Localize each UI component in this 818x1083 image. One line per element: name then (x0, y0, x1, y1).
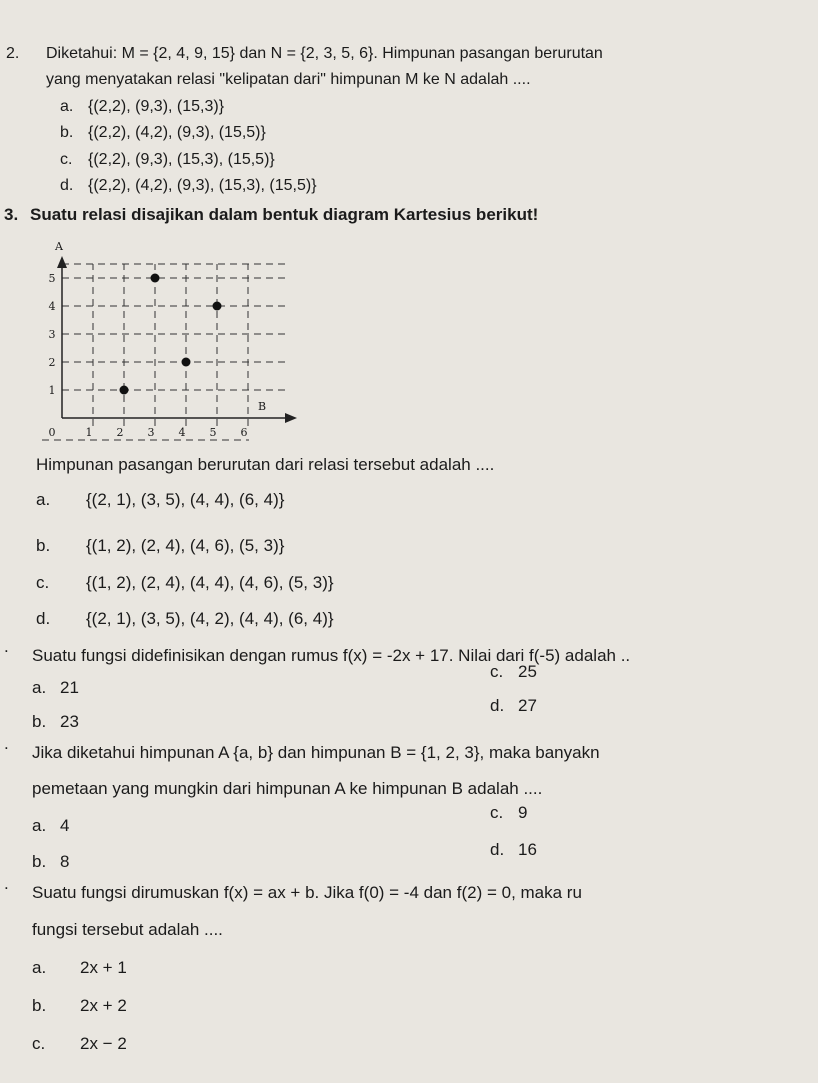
q4-option-a: a. 21 (32, 678, 79, 697)
q2-option-b: b. {(2,2), (4,2), (9,3), (15,5)} (60, 124, 266, 141)
y-axis-arrow (57, 256, 67, 268)
q6-option-a: a. 2x + 1 (32, 958, 127, 977)
y-axis-label: A (55, 240, 63, 253)
q4-option-b: b. 23 (32, 712, 79, 731)
q5-text-line2: pemetaan yang mungkin dari himpunan A ke himpunan B adalah .... (32, 779, 543, 798)
q3-option-c: c. {(1, 2), (2, 4), (4, 4), (4, 6), (5, 3)} (36, 573, 334, 592)
q6-option-b: b. 2x + 2 (32, 996, 127, 1015)
q4-option-d: d. 27 (490, 696, 537, 715)
y-tick-label-2: 2 (48, 356, 56, 369)
q6-text-line1: Suatu fungsi dirumuskan f(x) = ax + b. Jika f(0) = -4 dan f(2) = 0, maka ru (32, 883, 582, 902)
x-axis-arrow (285, 413, 297, 423)
q2-text-line1: Diketahui: M = {2, 4, 9, 15} dan N = {2, 3, 5, 6}. Himpunan pasangan berurutan (46, 45, 603, 62)
x-axis-label: B (257, 400, 267, 413)
data-point-3-5 (151, 274, 160, 283)
q6-bullet: . (4, 874, 9, 893)
q3-text: Suatu relasi disajikan dalam bentuk diagram Kartesius berikut! (30, 205, 539, 224)
q3-option-d: d. {(2, 1), (3, 5), (4, 2), (4, 4), (6, 4)} (36, 609, 334, 628)
x-tick-label-3: 3 (147, 426, 155, 439)
q4-text: Suatu fungsi didefinisikan dengan rumus f(x) = -2x + 17. Nilai dari f(-5) adalah .. (32, 646, 631, 665)
q2-option-a: a. {(2,2), (9,3), (15,3)} (60, 98, 225, 115)
q5-option-b: b. 8 (32, 852, 70, 871)
q5-option-a: a. 4 (32, 816, 70, 835)
y-tick-label-3: 3 (48, 328, 56, 341)
q4-bullet: . (4, 637, 9, 656)
q3-option-b: b. {(1, 2), (2, 4), (4, 6), (5, 3)} (36, 536, 285, 555)
x-tick-label-0: 0 (48, 426, 56, 439)
x-tick-label-5: 5 (209, 426, 217, 439)
q5-option-d: d. 16 (490, 840, 537, 859)
x-tick-label-1: 1 (85, 426, 93, 439)
y-tick-label-1: 1 (48, 384, 56, 397)
x-tick-label-4: 4 (178, 426, 186, 439)
q2-number: 2. (6, 45, 20, 62)
q2-option-d: d. {(2,2), (4,2), (9,3), (15,3), (15,5)} (60, 177, 317, 194)
x-tick-label-6: 6 (240, 426, 248, 439)
y-tick-label-4: 4 (48, 300, 56, 313)
q5-text-line1: Jika diketahui himpunan A {a, b} dan himpunan B = {1, 2, 3}, maka banyakn (32, 743, 600, 762)
q3-question: Himpunan pasangan berurutan dari relasi tersebut adalah .... (36, 455, 495, 474)
q4-option-c: c. 25 (490, 662, 537, 681)
q6-text-line2: fungsi tersebut adalah .... (32, 920, 223, 939)
q5-bullet: . (4, 734, 9, 753)
q2-option-c: c. {(2,2), (9,3), (15,3), (15,5)} (60, 151, 275, 168)
data-point-2-1 (120, 386, 129, 395)
q3-option-a: a. {(2, 1), (3, 5), (4, 4), (6, 4)} (36, 490, 285, 509)
q5-option-c: c. 9 (490, 803, 528, 822)
x-tick-label-2: 2 (116, 426, 124, 439)
data-point-4-2 (182, 358, 191, 367)
cartesian-diagram (22, 240, 302, 448)
q2-text-line2: yang menyatakan relasi "kelipatan dari" himpunan M ke N adalah .... (46, 71, 531, 88)
y-tick-label-5: 5 (48, 272, 56, 285)
q6-option-c: c. 2x − 2 (32, 1034, 127, 1053)
q3-number: 3. (4, 205, 19, 224)
data-point-5-4 (213, 302, 222, 311)
